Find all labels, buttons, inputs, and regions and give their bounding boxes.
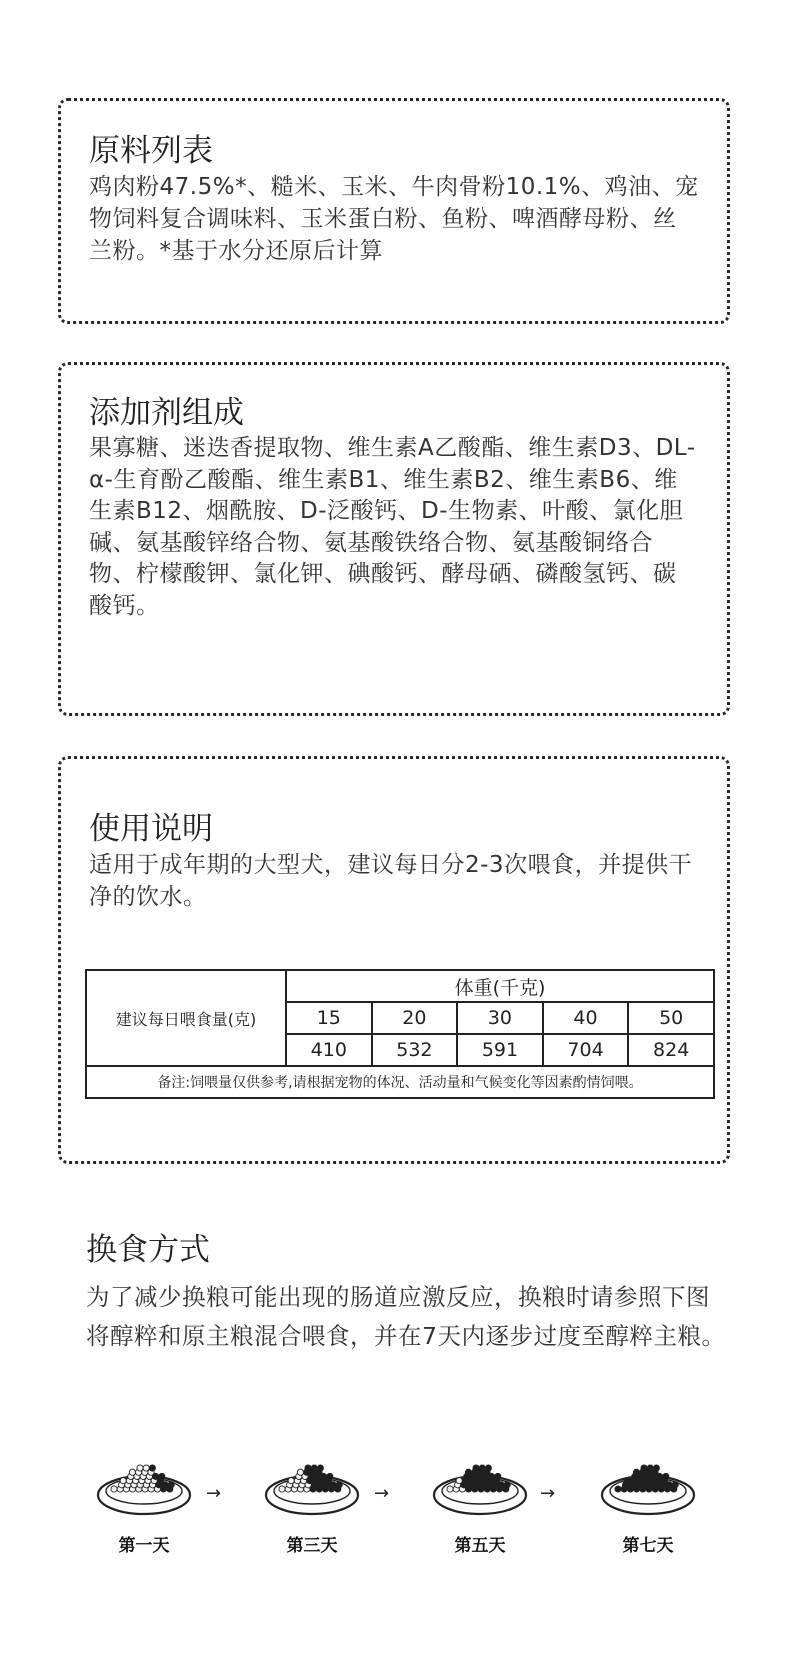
kibble: [504, 1482, 510, 1488]
usage-title: 使用说明: [89, 811, 213, 847]
bowl-icon: [264, 1455, 360, 1517]
weight-cell: 30: [457, 1002, 543, 1034]
kibble: [311, 1465, 317, 1471]
weight-header: 体重(千克): [286, 970, 714, 1002]
arrow-icon: →: [374, 1483, 390, 1504]
kibble: [624, 1478, 630, 1484]
weight-cell: 40: [543, 1002, 629, 1034]
kibble: [447, 1486, 453, 1492]
feeding-note: 备注:饲喂量仅供参考,请根据宠物的体况、活动量和气候变化等因素酌情饲喂。: [86, 1066, 714, 1098]
weight-cell: 20: [372, 1002, 458, 1034]
kibble: [465, 1469, 471, 1475]
arrow-icon: →: [540, 1483, 556, 1504]
day-label: 第一天: [118, 1536, 170, 1556]
day-label: 第五天: [454, 1536, 506, 1556]
kibble: [653, 1465, 659, 1471]
kibble: [647, 1465, 653, 1471]
amount-cell: 591: [457, 1034, 543, 1066]
weight-cell: 15: [286, 1002, 372, 1034]
kibble: [672, 1482, 678, 1488]
kibble: [111, 1486, 117, 1492]
day-5: [432, 1455, 528, 1556]
bowl-icon: [96, 1455, 192, 1517]
day-3: [264, 1455, 360, 1556]
kibble: [279, 1486, 285, 1492]
day-1: [96, 1455, 192, 1556]
weight-cell: 50: [628, 1002, 714, 1034]
kibble: [495, 1473, 501, 1479]
transition-title: 换食方式: [86, 1232, 210, 1268]
kibble: [129, 1469, 135, 1475]
kibble: [633, 1469, 639, 1475]
kibble: [327, 1473, 333, 1479]
kibble: [297, 1469, 303, 1475]
additives-title: 添加剂组成: [89, 395, 244, 431]
additives-text: 果寡糖、迷迭香提取物、维生素A乙酸酯、维生素D3、DL-α-生育酚乙酸酯、维生素B1、维生素B2、维生素B6、维生素B12、烟酰胺、D-泛酸钙、D-生物素、叶酸、氯化胆碱、氨基酸锌络合物、氨基酸铁络合物、氨基酸铜络合物、柠檬酸钾、氯化钾、碘酸钙、酵母硒、磷酸氢钙、碳酸钙。: [89, 435, 696, 619]
kibble: [479, 1465, 485, 1471]
kibble: [305, 1465, 311, 1471]
day-label: 第三天: [286, 1536, 338, 1556]
ingredients-title: 原料列表: [89, 133, 213, 169]
kibble: [485, 1465, 491, 1471]
usage-text: 适用于成年期的大型犬，建议每日分2-3次喂食，并提供干净的饮水。: [89, 852, 693, 910]
ingredients-text: 鸡肉粉47.5%*、糙米、玉米、牛肉骨粉10.1%、鸡油、宠物饲料复合调味料、玉米蛋白粉、鱼粉、啤酒酵母粉、丝兰粉。*基于水分还原后计算: [89, 174, 699, 264]
feeding-table: [85, 969, 715, 1099]
kibble: [137, 1465, 143, 1471]
day-7: [600, 1455, 696, 1556]
amount-cell: 410: [286, 1034, 372, 1066]
kibble: [168, 1482, 174, 1488]
amount-cell: 704: [543, 1034, 629, 1066]
kibble: [288, 1478, 294, 1484]
usage-card: [58, 756, 730, 1164]
kibble: [336, 1482, 342, 1488]
kibble: [143, 1465, 149, 1471]
feeding-row-label: 建议每日喂食量(克): [86, 970, 286, 1066]
kibble: [641, 1465, 647, 1471]
day-label: 第七天: [622, 1536, 674, 1556]
kibble: [120, 1478, 126, 1484]
transition-diagram: [96, 1455, 706, 1575]
transition-section: [86, 1230, 726, 1356]
kibble: [663, 1473, 669, 1479]
kibble: [317, 1465, 323, 1471]
transition-text: 为了减少换粮可能出现的肠道应激反应，换粮时请参照下图将醇粹和原主粮混合喂食，并在7天内逐步过度至醇粹主粮。: [86, 1283, 726, 1350]
kibble: [149, 1465, 155, 1471]
amount-cell: 824: [628, 1034, 714, 1066]
arrow-icon: →: [206, 1483, 222, 1504]
amount-cell: 532: [372, 1034, 458, 1066]
bowl-icon: [600, 1455, 696, 1517]
additives-card: [58, 362, 730, 716]
ingredients-card: [58, 98, 730, 324]
kibble: [159, 1473, 165, 1479]
kibble: [473, 1465, 479, 1471]
kibble: [456, 1478, 462, 1484]
kibble: [615, 1486, 621, 1492]
bowl-icon: [432, 1455, 528, 1517]
